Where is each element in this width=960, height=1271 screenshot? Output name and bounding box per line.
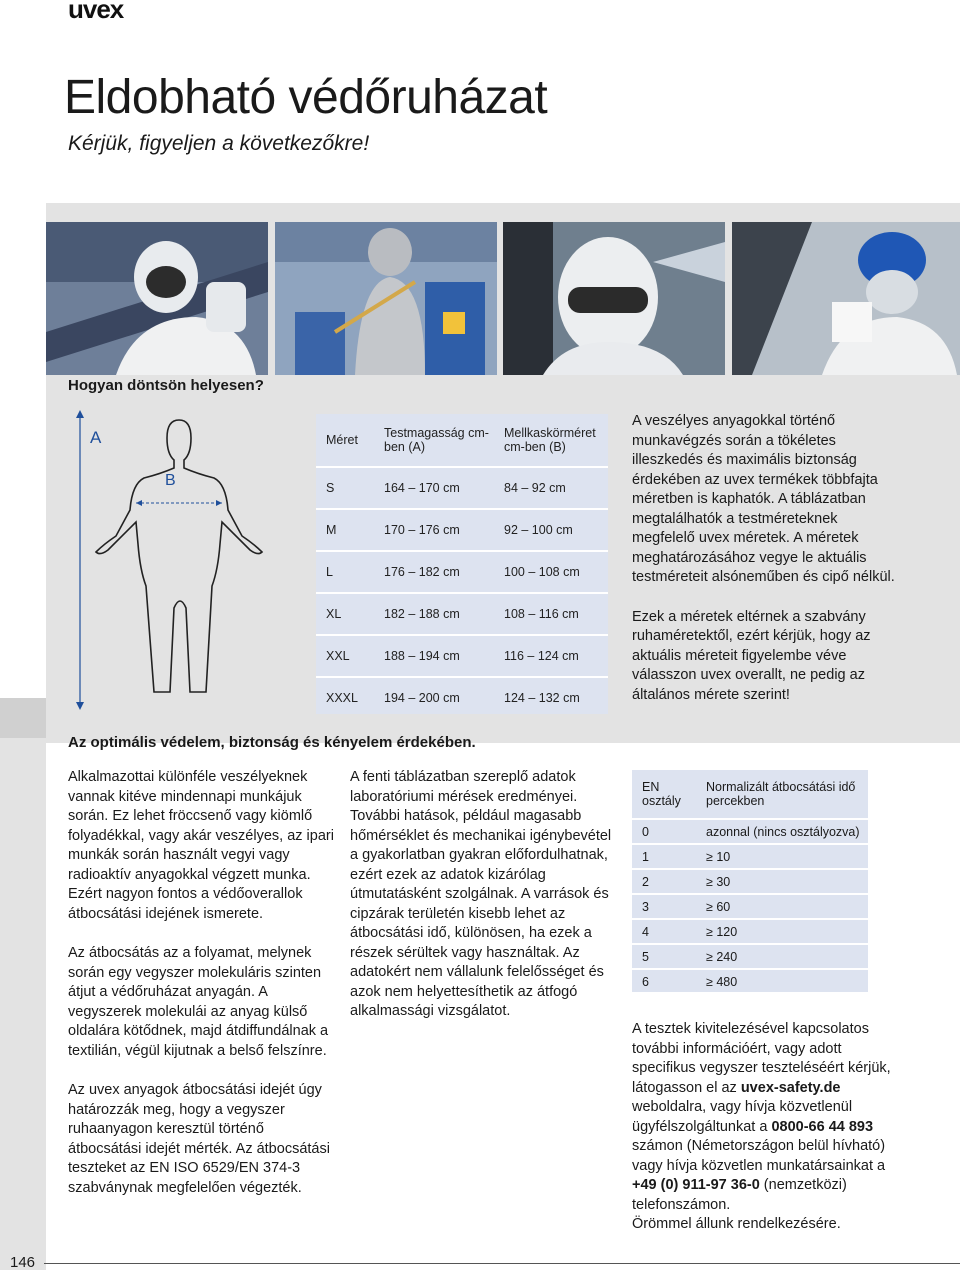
label-b: B <box>165 472 176 489</box>
chest-cell: 100 – 108 cm <box>494 552 608 594</box>
time-cell: ≥ 10 <box>696 845 868 870</box>
table-row <box>316 552 608 594</box>
page-subtitle: Kérjük, figyeljen a következőkre! <box>68 132 370 155</box>
header-class: EN osztály <box>632 770 696 820</box>
class-cell: 0 <box>632 820 696 845</box>
sizing-paragraph: A veszélyes anyagokkal történő munkavégzés során a tökéletes illeszkedés és maximális biztonság érdekében az uvex termékek többfajta méretben is kaphatók. A táblázatban megtalálhatók a testméreteknek megfelelő uvex méretek. A méretek meghatározásához vegye le aktuális testméreteit alsóneműben és cipő nélkül. <box>632 413 895 585</box>
paragraph: Alkalmazottai különféle veszélyeknek vannak kitéve mindennapi munkájuk során. Ez lehet fröccsenő vagy kiömlő folyadékkal, vagy akár veszélyes, az ipari munkák során használt vegyi vagy radioaktív anyagokkal végzett munka. Ezért nagyon fontos a védőoverallok átbocsátási idejének ismerete. <box>68 769 334 922</box>
size-cell: M <box>316 510 374 552</box>
table-row <box>316 594 608 636</box>
time-cell: ≥ 60 <box>696 895 868 920</box>
table-row <box>632 845 868 870</box>
class-cell: 1 <box>632 845 696 870</box>
class-cell: 4 <box>632 920 696 945</box>
header-chest: Mellkaskörméret cm-ben (B) <box>494 414 608 468</box>
sizing-paragraph: Ezek a méretek eltérnek a szabvány ruhaméretektől, ezért kérjük, hogy az aktuális méreteit figyelembe véve válasszon uvex overallt, ne pedig az általános mérete szerint! <box>632 608 871 703</box>
brand-logo: uvex <box>68 0 124 24</box>
closing-line: Örömmel állunk rendelkezésére. <box>632 1216 841 1232</box>
time-cell: ≥ 240 <box>696 945 868 970</box>
time-cell: ≥ 120 <box>696 920 868 945</box>
class-cell: 3 <box>632 895 696 920</box>
chest-cell: 108 – 116 cm <box>494 594 608 636</box>
phone-international[interactable]: +49 (0) 911-97 36-0 <box>632 1177 760 1193</box>
column-1 <box>68 768 338 1218</box>
left-margin-bar <box>0 698 46 1270</box>
footer-rule <box>44 1263 960 1264</box>
page-number: 146 <box>10 1254 36 1271</box>
size-cell: L <box>316 552 374 594</box>
body-measurement-figure <box>66 410 306 710</box>
time-cell: ≥ 480 <box>706 974 738 989</box>
header-time: Normalizált átbocsátási idő percekben <box>696 770 868 820</box>
height-cell: 188 – 194 cm <box>374 636 494 678</box>
photo-worker-respirator <box>46 222 268 375</box>
chest-cell: 92 – 100 cm <box>494 510 608 552</box>
table-row <box>632 820 868 845</box>
height-cell: 194 – 200 cm <box>384 691 460 705</box>
label-a: A <box>90 428 102 447</box>
time-cell: azonnal (nincs osztályozva) <box>696 820 868 845</box>
size-table <box>316 414 608 718</box>
paragraph: Az átbocsátás az a folyamat, melynek során egy vegyszer molekuláris szinten átjut a védőruházat anyagán. A vegyszerek molekulái az anyag külső oldalára kötődnek, majd átdiffundálnak a textilián, végül kijutnak a belső felszínre. <box>68 945 329 1059</box>
table-row <box>632 895 868 920</box>
size-cell: XXXL <box>326 691 358 705</box>
size-cell: S <box>316 468 374 510</box>
chest-cell: 124 – 132 cm <box>504 691 580 705</box>
size-table-header <box>316 414 608 468</box>
photo-worker-drum <box>275 222 497 375</box>
header-height: Testmagasság cm-ben (A) <box>374 414 494 468</box>
photo-worker-goggles <box>503 222 725 375</box>
contact-info <box>632 1020 902 1235</box>
time-cell: ≥ 30 <box>696 870 868 895</box>
permeation-table <box>632 770 868 993</box>
phone-domestic[interactable]: 0800-66 44 893 <box>771 1118 874 1135</box>
website-link[interactable]: uvex-safety.de <box>740 1079 841 1096</box>
height-cell: 176 – 182 cm <box>374 552 494 594</box>
table-row <box>632 970 868 993</box>
class-cell: 2 <box>632 870 696 895</box>
table-row <box>632 870 868 895</box>
table-row <box>316 636 608 678</box>
column-2 <box>350 768 615 1042</box>
class-cell: 6 <box>642 974 649 989</box>
page-title: Eldobható védőruházat <box>64 71 548 124</box>
photo-worker-helmet <box>732 222 960 375</box>
contact-text: (nemzetközi) telefonszámon. <box>632 1177 847 1213</box>
height-cell: 182 – 188 cm <box>374 594 494 636</box>
contact-text: weboldalra, vagy hívja közvetlenül ügyfélszolgáltunkat a <box>632 1099 853 1135</box>
size-cell: XL <box>316 594 374 636</box>
contact-text: A tesztek kivitelezésével kapcsolatos további információért, vagy adott specifikus vegyszer teszteléséért kérjük, látogasson el az <box>632 1021 891 1096</box>
left-margin-bar-top <box>0 698 46 738</box>
table-row <box>316 468 608 510</box>
size-cell: XXL <box>316 636 374 678</box>
class-cell: 5 <box>632 945 696 970</box>
chest-cell: 84 – 92 cm <box>494 468 608 510</box>
paragraph: Az uvex anyagok átbocsátási idejét úgy határozzák meg, hogy a vegyszer ruhaanyagon keresztül történő átbocsátási idejét mérték. Az átbocsátási teszteket az EN ISO 6529/EN 374-3 szabványnak megfelelően végezték. <box>68 1082 330 1196</box>
contact-text: számon (Németországon belül hívható) vagy hívja közvetlen munkatársainkat a <box>632 1138 886 1174</box>
section-heading-protection: Az optimális védelem, biztonság és kényelem érdekében. <box>68 734 476 751</box>
table-row <box>316 510 608 552</box>
section-heading-sizing: Hogyan döntsön helyesen? <box>68 377 264 394</box>
table-row <box>632 945 868 970</box>
height-cell: 164 – 170 cm <box>374 468 494 510</box>
sizing-explanation <box>632 412 902 725</box>
permeation-table-header <box>632 770 868 820</box>
table-row <box>316 678 608 718</box>
height-cell: 170 – 176 cm <box>374 510 494 552</box>
header-size: Méret <box>316 414 374 468</box>
paragraph: A fenti táblázatban szereplő adatok laboratóriumi mérések eredményei. További hatások, például magasabb hőmérséklet és mechanikai igénybevétel a gyakorlatban gyakran előfordulhatnak, ezért ezek az adatok kizárólag útmutatásként szolgálnak. A varrások és cipzárak területén kisebb lehet az átbocsátási idő, különösen, ha ezek a részek sérültek vagy használtak. Az adatokért nem vállalunk felelősséget és azok nem helyettesíthetik az átfogó alkalmassági vizsgálatot. <box>350 769 612 1019</box>
chest-cell: 116 – 124 cm <box>494 636 608 678</box>
table-row <box>632 920 868 945</box>
body-outline-diagram <box>66 410 306 710</box>
